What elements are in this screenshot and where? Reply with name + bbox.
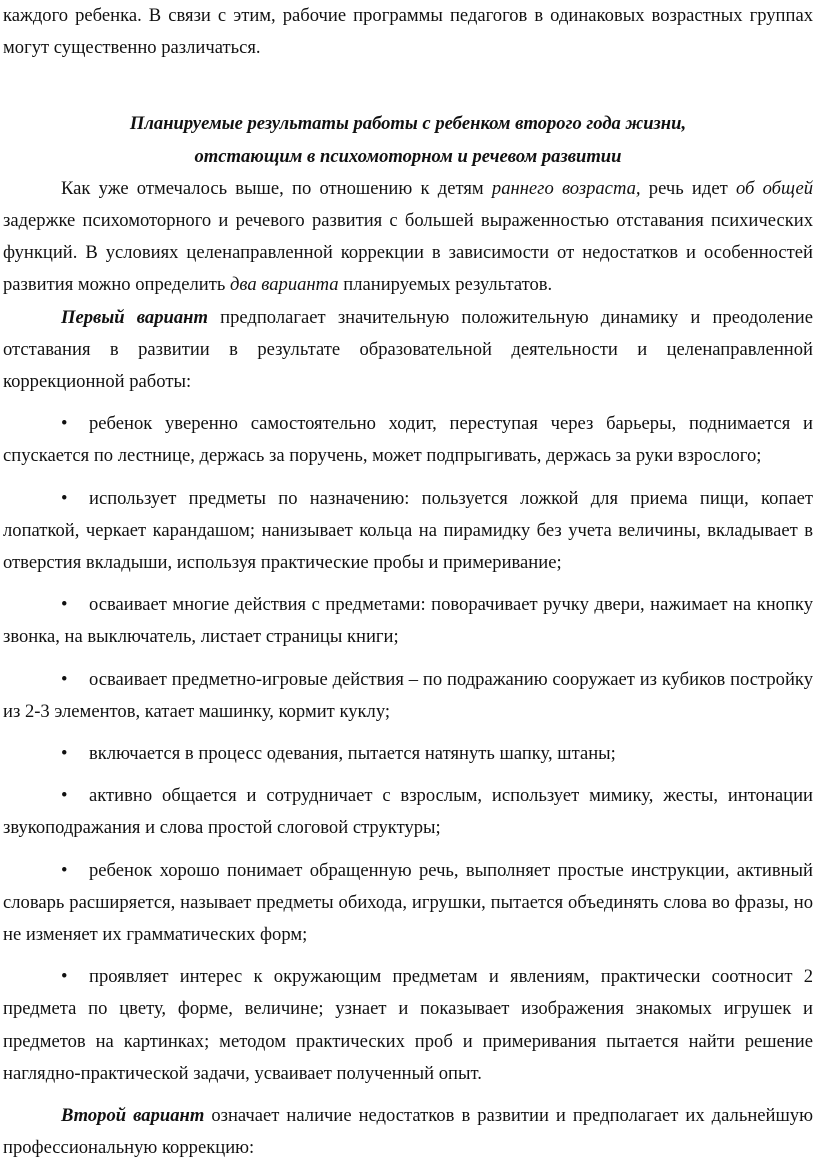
list-item-text: активно общается и сотрудничает с взрослым, использует мимику, жесты, интонации звукоподражания и слова простой слоговой структуры; bbox=[3, 785, 813, 839]
list-item-text: включается в процесс одевания, пытается натянуть шапку, штаны; bbox=[89, 743, 616, 765]
paragraph-second-variant bbox=[3, 1100, 813, 1164]
list-item-text: осваивает многие действия с предметами: поворачивает ручку двери, нажимает на кнопку звонка, на выключатель, листает страницы книги; bbox=[3, 594, 813, 648]
bullet-icon: • bbox=[61, 487, 68, 509]
overview-emphasis-3: два варианта bbox=[230, 274, 339, 296]
first-variant-lead: Первый вариант bbox=[61, 306, 208, 328]
overview-text-4: планируемых результатов. bbox=[338, 274, 553, 296]
paragraph-overview bbox=[3, 173, 813, 302]
list-item bbox=[3, 408, 813, 472]
list-item-text: ребенок уверенно самостоятельно ходит, переступая через барьеры, поднимается и спускается по лестнице, держась за поручень, может подпрыгивать, держась за руки взрослого; bbox=[3, 413, 813, 467]
paragraph-first-variant bbox=[3, 302, 813, 399]
intro-paragraph: каждого ребенка. В связи с этим, рабочие программы педагогов в одинаковых возрастных группах могут существенно различаться. bbox=[3, 5, 813, 59]
bullet-icon: • bbox=[61, 859, 68, 881]
second-variant-lead: Второй вариант bbox=[61, 1105, 205, 1127]
list-item-text: использует предметы по назначению: пользуется ложкой для приема пищи, копает лопаткой, черкает карандашом; нанизывает кольца на пирамидку без учета величины, вкладывает в отверстия вкладыши, используя практические пробы и примеривание; bbox=[3, 487, 813, 574]
bullet-icon: • bbox=[61, 668, 68, 690]
overview-emphasis-1: раннего возраста, bbox=[491, 177, 641, 199]
list-item bbox=[3, 664, 813, 728]
overview-text-2: речь идет bbox=[640, 177, 736, 199]
overview-text-1: Как уже отмечалось выше, по отношению к детям bbox=[61, 177, 492, 199]
list-item-text: осваивает предметно-игровые действия – по подражанию сооружает из кубиков постройку из 2-3 элементов, катает машинку, кормит куклу; bbox=[3, 668, 813, 722]
list-item-text: проявляет интерес к окружающим предметам и явлениям, практически соотносит 2 предмета по цвету, форме, величине; узнает и показывает изображения знакомых игрушек и предметов на картинках; методом практических проб и примеривания пытается найти решение наглядно-практической задачи, усваивает полученный опыт. bbox=[3, 966, 813, 1084]
bullet-icon: • bbox=[61, 594, 68, 616]
list-item bbox=[3, 589, 813, 653]
list-item bbox=[3, 780, 813, 844]
list-item bbox=[3, 483, 813, 580]
overview-emphasis-2: об общей bbox=[735, 177, 814, 199]
bullet-icon: • bbox=[61, 413, 68, 435]
bullet-icon: • bbox=[61, 785, 68, 807]
second-variant-text: означает наличие недостатков в развитии и предполагает их дальнейшую профессиональную коррекцию: bbox=[3, 1105, 813, 1159]
bullet-icon: • bbox=[61, 743, 68, 765]
list-item-text: ребенок хорошо понимает обращенную речь, выполняет простые инструкции, активный словарь расширяется, называет предметы обихода, игрушки, пытается объединять слова во фразы, но не изменяет их грамматических форм; bbox=[3, 859, 813, 946]
list-item bbox=[3, 855, 813, 952]
bullet-icon: • bbox=[61, 966, 68, 988]
first-variant-text: предполагает значительную положительную динамику и преодоление отставания в развитии в результате образовательной деятельности и целенаправленной коррекционной работы: bbox=[3, 306, 813, 393]
section-heading-line-2: отстающим в психомоторном и речевом развитии bbox=[194, 145, 622, 167]
list-item bbox=[3, 738, 813, 770]
section-heading-line-1: Планируемые результаты работы с ребенком второго года жизни, bbox=[129, 113, 687, 135]
list-item bbox=[3, 961, 813, 1090]
overview-text-3: задержке психомоторного и речевого развития с большей выраженностью отставания психических функций. В условиях целенаправленной коррекции в зависимости от недостатков и особенностей развития можно определить bbox=[3, 210, 813, 296]
